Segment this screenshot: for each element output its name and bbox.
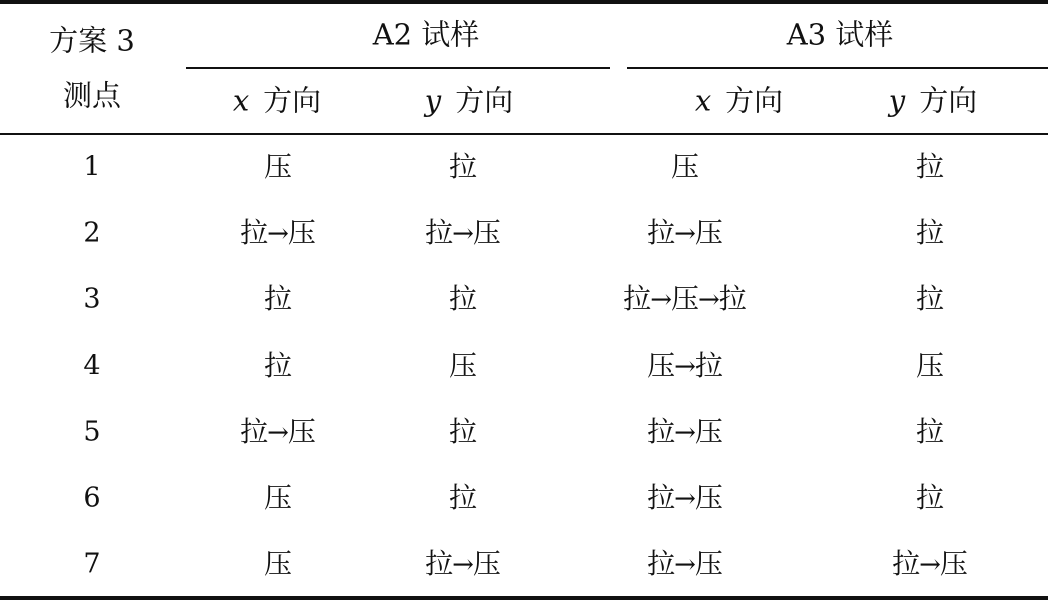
stress-state-cell-a3-y xyxy=(915,150,945,183)
stress-state-label: 压 xyxy=(647,348,676,382)
stress-state-cell-a3-x xyxy=(647,481,723,514)
stress-state-label: 拉 xyxy=(448,150,478,183)
stress-state-label: 拉 xyxy=(647,481,676,514)
stress-state-label: 压 xyxy=(694,547,723,581)
stress-state-cell-a2-x xyxy=(240,216,316,250)
transition-arrow-icon: → xyxy=(919,550,941,581)
stress-state-label: 压 xyxy=(472,547,501,581)
stress-state-cell-a2-x xyxy=(263,481,293,514)
stress-state-label: 压 xyxy=(287,414,316,448)
corner-header-scheme: 方案 3 xyxy=(49,23,135,58)
stress-state-label: 压 xyxy=(670,150,700,183)
transition-arrow-icon: → xyxy=(674,550,696,581)
measure-point-number: 5 xyxy=(83,416,101,448)
stress-state-label: 压 xyxy=(287,216,316,250)
transition-arrow-icon: → xyxy=(674,417,696,448)
stress-state-label: 拉 xyxy=(425,547,454,581)
a3-group-rule xyxy=(627,67,1048,69)
header-rule xyxy=(0,133,1048,135)
stress-state-cell-a3-x xyxy=(647,414,723,448)
stress-state-cell-a2-x xyxy=(240,414,316,448)
stress-state-cell-a2-y xyxy=(448,282,478,316)
measure-point-number: 6 xyxy=(83,482,101,514)
measure-point-number: 2 xyxy=(83,217,101,249)
stress-state-label: 压 xyxy=(939,547,968,581)
stress-state-label: 拉 xyxy=(240,414,269,448)
transition-arrow-icon: → xyxy=(452,219,474,250)
stress-state-label: 拉 xyxy=(915,481,945,514)
stress-state-cell-a2-y xyxy=(448,414,478,448)
subheader-label: 方向 xyxy=(725,83,784,118)
stress-state-cell-a2-y xyxy=(448,150,478,183)
subheader-label: 方向 xyxy=(263,83,322,118)
stress-state-label: 压 xyxy=(670,282,700,316)
stress-state-cell-a3-x xyxy=(647,216,723,250)
transition-arrow-icon: → xyxy=(698,285,720,316)
stress-state-label: 拉 xyxy=(263,282,293,316)
stress-state-cell-a2-y xyxy=(448,348,478,382)
measure-point-number: 3 xyxy=(83,283,101,315)
stress-state-cell-a2-x xyxy=(263,348,293,382)
stress-state-label: 拉 xyxy=(647,216,676,250)
transition-arrow-icon: → xyxy=(674,351,696,382)
transition-arrow-icon: → xyxy=(267,417,289,448)
stress-state-label: 压 xyxy=(694,414,723,448)
stress-state-label: 压 xyxy=(263,481,293,514)
a2-group-rule xyxy=(186,67,610,69)
subheader-a2-y xyxy=(424,83,514,118)
bottom-rule xyxy=(0,596,1048,600)
measure-point-number: 1 xyxy=(83,151,101,183)
stress-state-label: 拉 xyxy=(892,547,921,581)
stress-state-label: 拉 xyxy=(915,414,945,448)
measure-point-number: 4 xyxy=(83,350,101,382)
stress-state-cell-a2-x xyxy=(263,282,293,316)
transition-arrow-icon: → xyxy=(267,219,289,250)
stress-state-label: 压 xyxy=(472,216,501,250)
subheader-label: 方向 xyxy=(919,83,978,118)
stress-state-cell-a2-x xyxy=(263,150,293,183)
stress-state-cell-a2-x xyxy=(263,547,293,581)
group-header-a2: A2 试样 xyxy=(372,17,480,52)
stress-state-label: 拉 xyxy=(915,282,945,316)
stress-state-label: 压 xyxy=(263,547,293,581)
subheader-var: y xyxy=(888,83,906,118)
group-header-a3: A3 试样 xyxy=(786,17,894,52)
stress-state-label: 拉 xyxy=(623,282,652,316)
measure-point-number: 7 xyxy=(83,548,101,580)
stress-state-cell-a3-x xyxy=(670,150,700,183)
corner-header-point: 测点 xyxy=(62,78,122,113)
stress-state-cell-a3-y xyxy=(915,414,945,448)
stress-state-label: 拉 xyxy=(694,348,723,382)
stress-state-cell-a3-x xyxy=(647,348,723,382)
stress-state-cell-a3-y xyxy=(915,481,945,514)
stress-state-cell-a3-y xyxy=(915,216,945,250)
stress-state-label: 压 xyxy=(263,150,293,183)
stress-state-label: 压 xyxy=(915,348,945,382)
stress-state-label: 拉 xyxy=(263,348,293,382)
stress-state-label: 拉 xyxy=(448,282,478,316)
subheader-label: 方向 xyxy=(455,83,514,118)
subheader-var: y xyxy=(424,83,442,118)
stress-state-label: 拉 xyxy=(915,216,945,250)
stress-state-label: 压 xyxy=(694,216,723,250)
top-rule xyxy=(0,0,1048,4)
stress-state-label: 拉 xyxy=(425,216,454,250)
stress-state-label: 压 xyxy=(448,348,478,382)
stress-state-cell-a3-x xyxy=(647,547,723,581)
stress-state-label: 拉 xyxy=(647,414,676,448)
stress-state-label: 压 xyxy=(694,481,723,514)
stress-state-label: 拉 xyxy=(448,414,478,448)
stress-state-cell-a2-y xyxy=(448,481,478,514)
stress-state-cell-a3-y xyxy=(892,547,968,581)
stress-state-cell-a2-y xyxy=(425,547,501,581)
stress-state-label: 拉 xyxy=(448,481,478,514)
transition-arrow-icon: → xyxy=(674,484,696,514)
stress-state-cell-a3-x xyxy=(623,282,747,316)
stress-state-label: 拉 xyxy=(647,547,676,581)
subheader-var: x xyxy=(694,83,712,118)
stress-state-cell-a3-y xyxy=(915,282,945,316)
transition-arrow-icon: → xyxy=(674,219,696,250)
transition-arrow-icon: → xyxy=(650,285,672,316)
subheader-var: x xyxy=(232,83,250,118)
subheader-a3-y xyxy=(888,83,978,118)
stress-state-label: 拉 xyxy=(240,216,269,250)
transition-arrow-icon: → xyxy=(452,550,474,581)
subheader-a2-x xyxy=(232,83,322,118)
stress-state-label: 拉 xyxy=(915,150,945,183)
stress-state-label: 拉 xyxy=(718,282,747,316)
stress-state-cell-a3-y xyxy=(915,348,945,382)
subheader-a3-x xyxy=(694,83,784,118)
stress-state-cell-a2-y xyxy=(425,216,501,250)
